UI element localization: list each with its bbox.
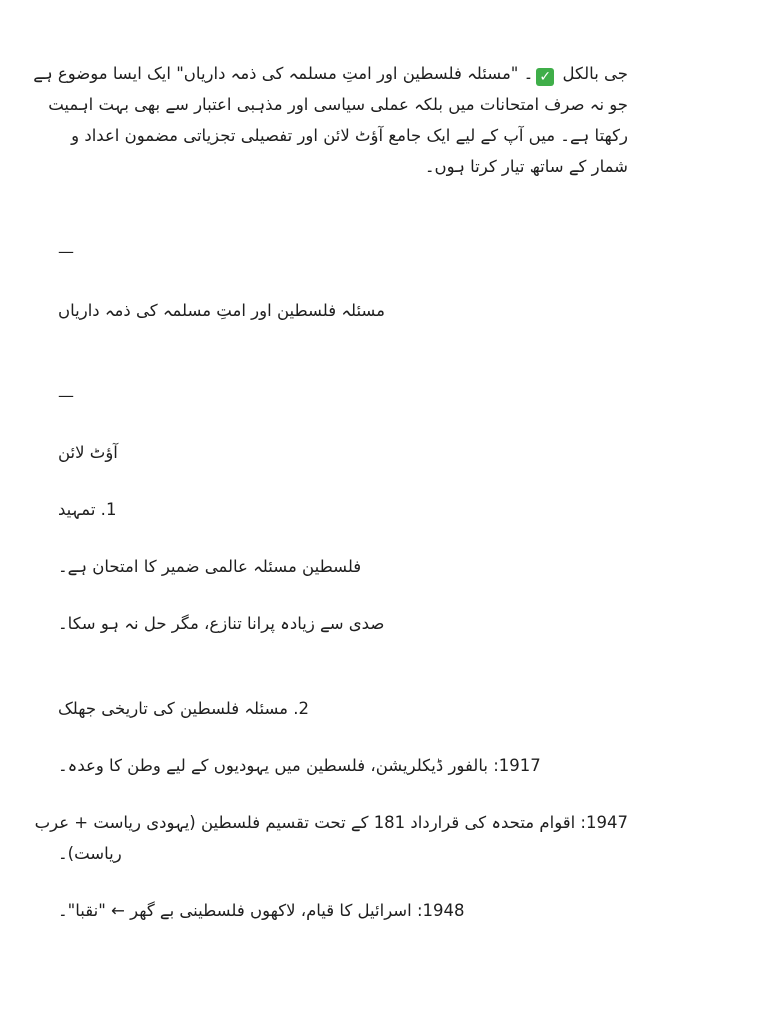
- separator: —: [58, 242, 74, 261]
- document-body: [33, 58, 628, 926]
- intro-line-1-start: جی بالکل: [562, 64, 628, 83]
- list-item: [58, 895, 628, 926]
- section-2-heading-row: [58, 693, 628, 724]
- list-item: [58, 608, 628, 639]
- intro-line-1-end: ۔ "مسئلہ فلسطین اور امتِ مسلمہ کی ذمہ داریاں" ایک ایسا موضوع ہے: [33, 64, 534, 83]
- check-mark-icon: ✓: [536, 68, 554, 86]
- section-2-heading: 2. مسئلہ فلسطین کی تاریخی جھلک: [58, 699, 310, 718]
- section-2-item-2-line-1: 1947: اقوام متحدہ کی قرارداد 181 کے تحت تقسیم فلسطین (یہودی ریاست + عرب: [34, 813, 628, 832]
- intro-paragraph: [33, 58, 628, 182]
- separator: —: [58, 386, 74, 405]
- section-2-item-2-line-2: ریاست)۔: [58, 844, 122, 863]
- intro-line-2: جو نہ صرف امتحانات میں بلکہ عملی سیاسی اور مذہبی اعتبار سے بھی بہت اہمیت: [48, 95, 628, 114]
- section-2-item-3: 1948: اسرائیل کا قیام، لاکھوں فلسطینی بے گھر ← "نقبا"۔: [58, 901, 465, 920]
- section-1-heading-row: [58, 494, 628, 525]
- intro-line-1: [33, 58, 628, 89]
- intro-line-3: رکھتا ہے۔ میں آپ کے لیے ایک جامع آؤٹ لائن اور تفصیلی تجزیاتی مضمون اعداد و: [71, 126, 628, 145]
- essay-title: مسئلہ فلسطین اور امتِ مسلمہ کی ذمہ داریاں: [58, 301, 385, 320]
- section-1-heading: 1. تمہید: [58, 500, 117, 519]
- list-item: [58, 551, 628, 582]
- section-1-item-1: فلسطین مسئلہ عالمی ضمیر کا امتحان ہے۔: [58, 557, 362, 576]
- list-item: [58, 750, 628, 781]
- section-1-item-2: صدی سے زیادہ پرانا تنازع، مگر حل نہ ہو سکا۔: [58, 614, 385, 633]
- section-2-item-1: 1917: بالفور ڈیکلریشن، فلسطین میں یہودیوں کے لیے وطن کا وعدہ۔: [58, 756, 541, 775]
- outline-heading: آؤٹ لائن: [58, 443, 118, 462]
- intro-line-4: شمار کے ساتھ تیار کرتا ہوں۔: [424, 157, 628, 176]
- outline-heading-row: [58, 437, 628, 468]
- section-2-item-2-line-2-row: [58, 838, 628, 869]
- essay-title-row: [58, 295, 628, 326]
